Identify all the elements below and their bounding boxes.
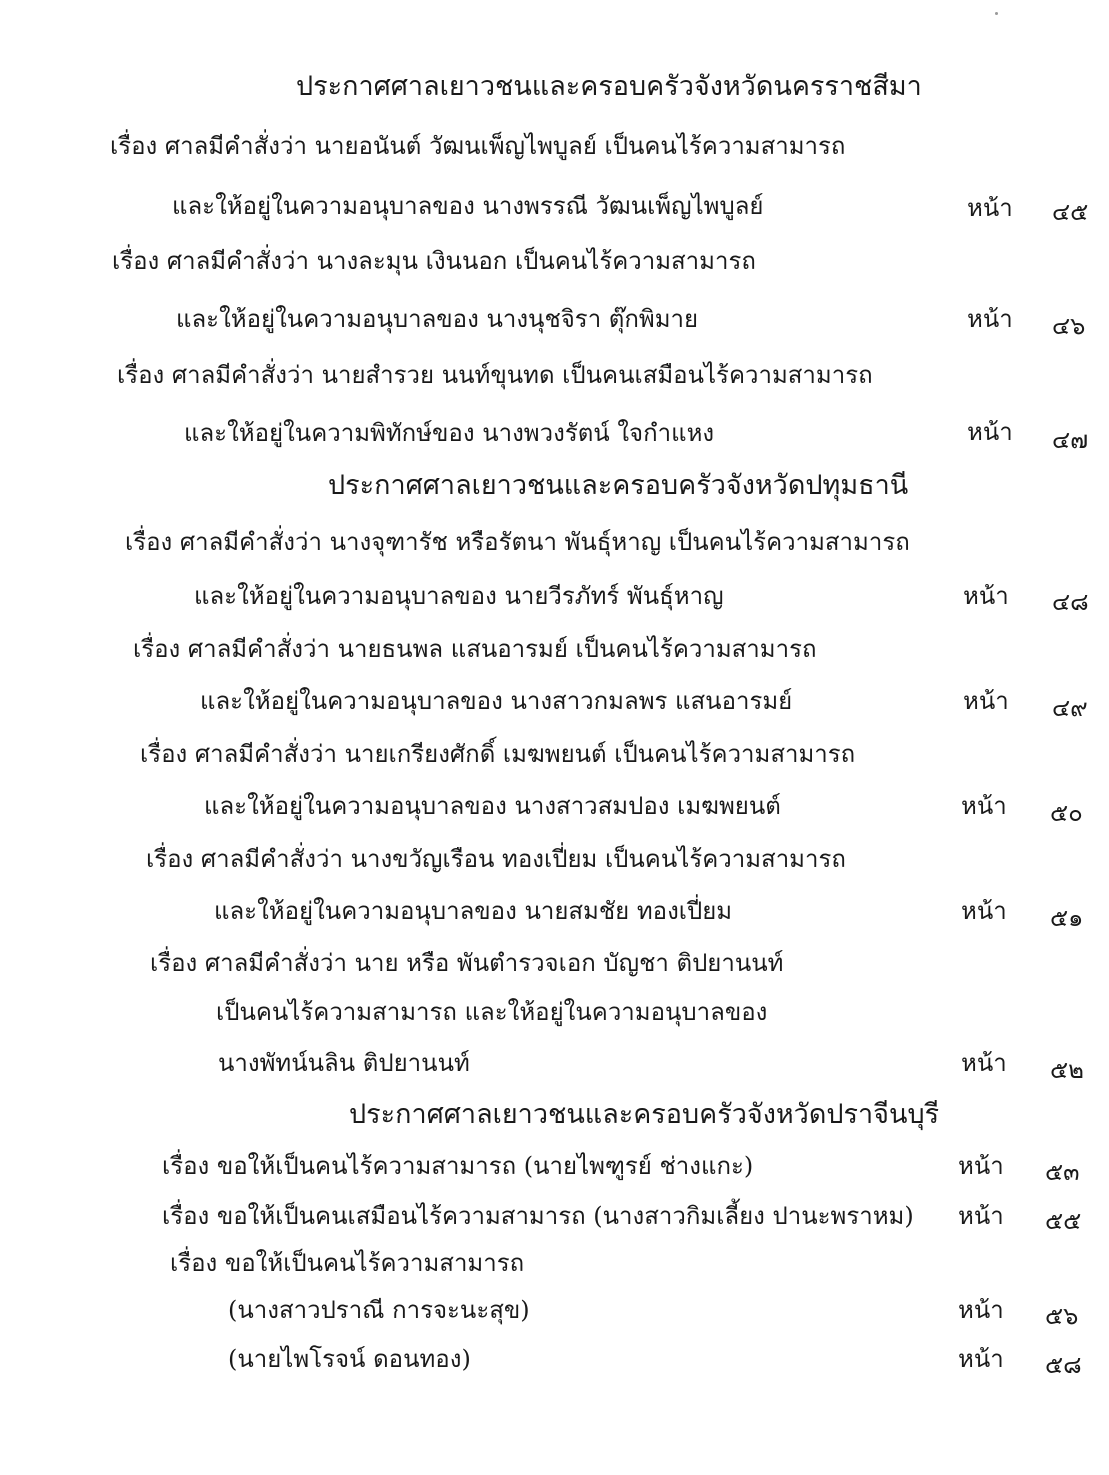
page-number: ๕๒ <box>1050 1056 1084 1084</box>
entry-line: เรื่อง ขอให้เป็นคนไร้ความสามารถ (นายไพฑูรย์ ช่างแกะ) <box>162 1152 754 1180</box>
entry-line: และให้อยู่ในความอนุบาลของ นางสาวกมลพร แสนอารมย์ <box>200 687 793 715</box>
page-number: ๕๓ <box>1045 1158 1080 1186</box>
page-number: ๕๘ <box>1045 1351 1082 1379</box>
page-label: หน้า <box>967 194 1013 222</box>
page-label: หน้า <box>963 687 1009 715</box>
entry-line: เป็นคนไร้ความสามารถ และให้อยู่ในความอนุบาลของ <box>216 998 768 1026</box>
page-label: หน้า <box>961 1049 1007 1077</box>
page-label: หน้า <box>967 305 1013 333</box>
entry-line: และให้อยู่ในความอนุบาลของ นางพรรณี วัฒนเพ็ญไพบูลย์ <box>172 192 764 220</box>
page-label: หน้า <box>963 582 1009 610</box>
page-number: ๔๙ <box>1052 694 1088 722</box>
page-label: หน้า <box>958 1152 1004 1180</box>
entry-line: และให้อยู่ในความอนุบาลของ นายวีรภัทร์ พันธุ์หาญ <box>194 582 724 610</box>
entry-line: (นางสาวปราณี การจะนะสุข) <box>228 1296 530 1324</box>
entry-line: เรื่อง ศาลมีคำสั่งว่า นายธนพล แสนอารมย์ เป็นคนไร้ความสามารถ <box>133 635 817 663</box>
entry-line: เรื่อง ศาลมีคำสั่งว่า นายเกรียงศักดิ์ เมฆพยนต์ เป็นคนไร้ความสามารถ <box>140 740 856 768</box>
entry-line: และให้อยู่ในความพิทักษ์ของ นางพวงรัตน์ ใจกำแหง <box>184 419 715 447</box>
page-number: ๕๖ <box>1045 1302 1079 1330</box>
page-number: ๕๐ <box>1050 799 1083 827</box>
page-number: ๕๕ <box>1045 1207 1082 1235</box>
page-label: หน้า <box>967 418 1013 446</box>
page-number: ๕๑ <box>1050 904 1084 932</box>
entry-line: เรื่อง ศาลมีคำสั่งว่า นางละมุน เงินนอก เป็นคนไร้ความสามารถ <box>112 247 756 275</box>
page-number: ๔๕ <box>1052 198 1089 226</box>
scan-speck <box>995 12 998 15</box>
page-number: ๔๗ <box>1052 426 1089 454</box>
page-label: หน้า <box>958 1202 1004 1230</box>
entry-line: เรื่อง ขอให้เป็นคนเสมือนไร้ความสามารถ (นางสาวกิมเลี้ยง ปานะพราหม) <box>162 1202 914 1230</box>
entry-line: เรื่อง ขอให้เป็นคนไร้ความสามารถ <box>170 1249 525 1277</box>
entry-line: เรื่อง ศาลมีคำสั่งว่า นางขวัญเรือน ทองเปี่ยม เป็นคนไร้ความสามารถ <box>146 845 846 873</box>
section-heading-prachin-buri: ประกาศศาลเยาวชนและครอบครัวจังหวัดปราจีนบุรี <box>349 1099 940 1130</box>
page-label: หน้า <box>958 1296 1004 1324</box>
page-number: ๔๘ <box>1052 588 1089 616</box>
entry-line: และให้อยู่ในความอนุบาลของ นางสาวสมปอง เมฆพยนต์ <box>204 792 781 820</box>
section-heading-pathum-thani: ประกาศศาลเยาวชนและครอบครัวจังหวัดปทุมธานี <box>328 470 909 501</box>
entry-line: เรื่อง ศาลมีคำสั่งว่า นางจุฑารัช หรือรัตนา พันธุ์หาญ เป็นคนไร้ความสามารถ <box>125 528 910 556</box>
entry-line: เรื่อง ศาลมีคำสั่งว่า นายสำรวย นนท์ขุนทด เป็นคนเสมือนไร้ความสามารถ <box>117 361 873 389</box>
page-label: หน้า <box>961 897 1007 925</box>
entry-line: นางพัทน์นลิน ติปยานนท์ <box>218 1049 470 1077</box>
entry-line: และให้อยู่ในความอนุบาลของ นายสมชัย ทองเปี่ยม <box>214 897 733 925</box>
entry-line: (นายไพโรจน์ ดอนทอง) <box>228 1345 471 1373</box>
entry-line: เรื่อง ศาลมีคำสั่งว่า นาย หรือ พันตำรวจเอก บัญชา ติปยานนท์ <box>150 949 784 977</box>
section-heading-nakhon-ratchasima: ประกาศศาลเยาวชนและครอบครัวจังหวัดนครราชสีมา <box>296 71 922 102</box>
entry-line: เรื่อง ศาลมีคำสั่งว่า นายอนันต์ วัฒนเพ็ญไพบูลย์ เป็นคนไร้ความสามารถ <box>110 132 846 160</box>
page-label: หน้า <box>961 792 1007 820</box>
page-label: หน้า <box>958 1345 1004 1373</box>
page-number: ๔๖ <box>1052 312 1086 340</box>
entry-line: และให้อยู่ในความอนุบาลของ นางนุชจิรา ตุ๊กพิมาย <box>176 305 699 333</box>
